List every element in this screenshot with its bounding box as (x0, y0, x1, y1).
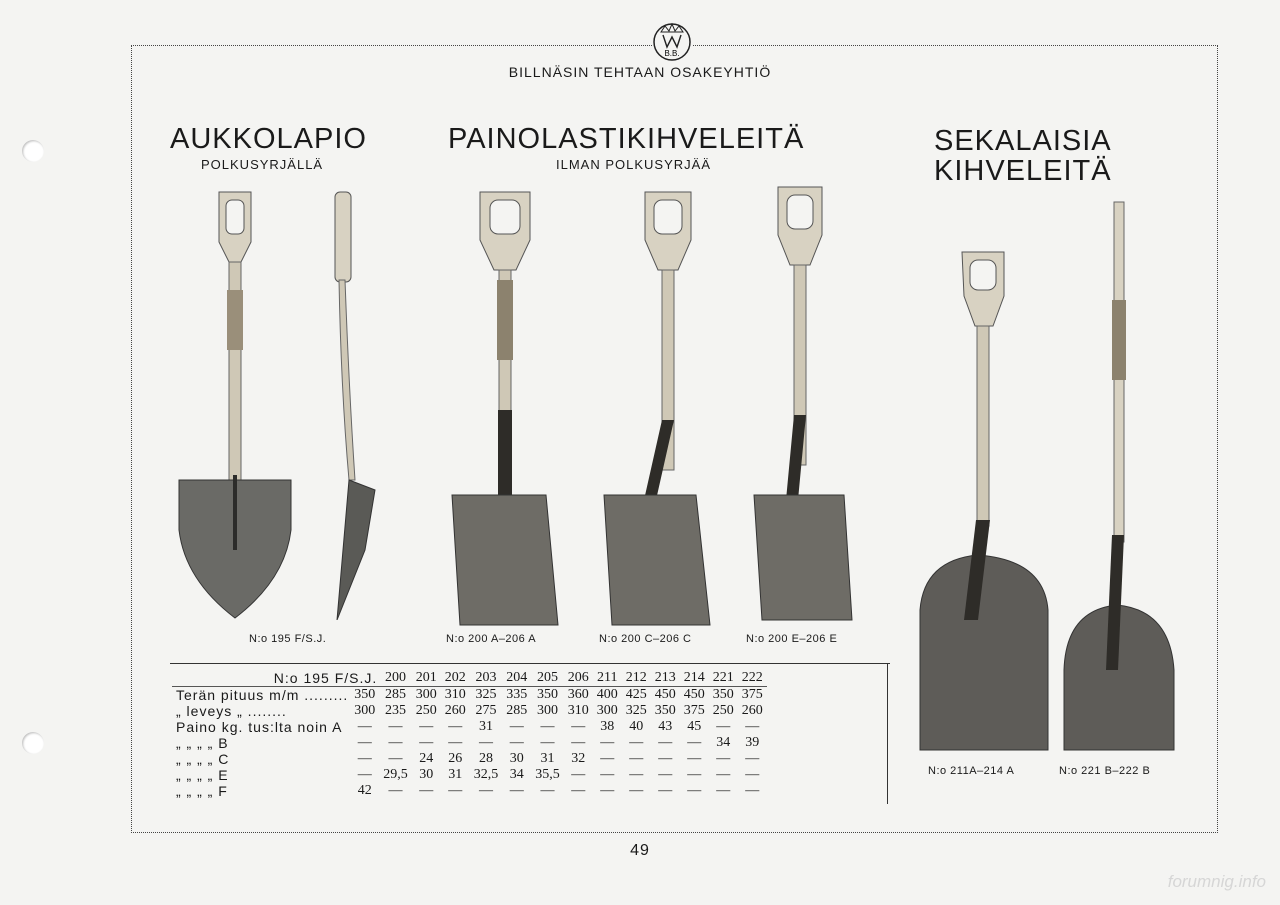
table-cell: — (571, 783, 586, 798)
cell-195: — (357, 735, 372, 750)
shovel-200c-image (600, 190, 715, 630)
company-name: BILLNÄSIN TEHTAAN OSAKEYHTIÖ (508, 64, 772, 80)
table-cell: — (388, 783, 403, 798)
table-cell: — (629, 751, 644, 766)
table-cell: — (448, 783, 463, 798)
row-label: „ „ „ „ B (176, 735, 229, 751)
table-cell: 260 (444, 703, 466, 718)
table-cell: 34 (716, 735, 731, 750)
table-row (172, 687, 767, 704)
table-cell: — (479, 735, 494, 750)
caption-195: N:o 195 F/S.J. (249, 633, 327, 645)
col-header: 211 (593, 670, 622, 687)
table-cell: — (600, 783, 615, 798)
col-header: 221 (709, 670, 738, 687)
table-cell: 34 (509, 767, 524, 782)
crown-logo-icon (652, 19, 692, 65)
table-cell: 45 (687, 719, 702, 734)
table-cell: — (716, 751, 731, 766)
section-subtitle-aukkolapio: POLKUSYRJÄLLÄ (201, 157, 324, 172)
table-cell: — (629, 735, 644, 750)
table-cell: 39 (745, 735, 760, 750)
caption-221b: N:o 221 B–222 B (1059, 765, 1151, 777)
table-cell: — (509, 735, 524, 750)
table-cell: 300 (415, 687, 437, 702)
col-header: 206 (564, 670, 593, 687)
table-cell: 350 (537, 687, 559, 702)
row-label: „ leveys „ ........ (176, 703, 287, 719)
table-cell: — (448, 735, 463, 750)
table-cell: 350 (654, 703, 676, 718)
table-cell: — (600, 735, 615, 750)
table-body (172, 687, 767, 800)
shovel-200a-image (450, 190, 560, 630)
table-cell: 425 (625, 687, 647, 702)
table-cell: — (388, 719, 403, 734)
section-title-aukkolapio: AUKKOLAPIO (170, 123, 367, 155)
table-cell: — (629, 767, 644, 782)
table-cell: — (658, 751, 673, 766)
col-header: 213 (651, 670, 680, 687)
table-cell: 35,5 (535, 767, 560, 782)
table-cell: 285 (506, 703, 528, 718)
shovel-200e-image (752, 185, 857, 625)
table-cell: 29,5 (383, 767, 408, 782)
table-cell: — (388, 735, 403, 750)
table-row (172, 735, 767, 751)
table-cell: — (419, 783, 434, 798)
table-cell: — (600, 767, 615, 782)
table-cell: — (540, 783, 555, 798)
shovel-211a-image (918, 250, 1053, 760)
row-label: „ „ „ „ E (176, 767, 229, 783)
table-cell: — (687, 767, 702, 782)
table-cell: 325 (625, 703, 647, 718)
table-cell: 260 (741, 703, 763, 718)
table-cell: 375 (683, 703, 705, 718)
table-cell: 400 (596, 687, 618, 702)
col-header: 203 (470, 670, 503, 687)
table-cell: — (600, 751, 615, 766)
watermark: forumnig.info (1167, 872, 1266, 891)
table-cell: — (448, 719, 463, 734)
row-label: Terän pituus m/m ......... (176, 687, 349, 703)
table-cell: — (571, 767, 586, 782)
table-cell: — (540, 735, 555, 750)
page-number: 49 (630, 842, 650, 859)
table-cell: — (479, 783, 494, 798)
table-row (172, 767, 767, 783)
row-label: „ „ „ „ C (176, 751, 230, 767)
row-label: „ „ „ „ F (176, 783, 228, 799)
table-cell: 300 (537, 703, 559, 718)
table-cell: — (509, 719, 524, 734)
table-cell: — (687, 751, 702, 766)
table-cell: 325 (475, 687, 497, 702)
table-cell: — (658, 783, 673, 798)
caption-211a: N:o 211A–214 A (928, 765, 1015, 777)
caption-200c: N:o 200 C–206 C (599, 633, 692, 645)
table-cell: 31 (540, 751, 555, 766)
cell-195: 300 (354, 703, 376, 718)
col-header: 222 (738, 670, 767, 687)
table-cell: 26 (448, 751, 463, 766)
section-title-kihveleita: KIHVELEITÄ (934, 155, 1112, 187)
table-cell: — (571, 719, 586, 734)
shovel-195-front-image (175, 190, 300, 620)
table-cell: 38 (600, 719, 615, 734)
table-cell: — (419, 735, 434, 750)
header-label: N:o 195 F/S.J. (172, 670, 379, 687)
table-cell: 450 (654, 687, 676, 702)
col-header: 205 (531, 670, 564, 687)
table-cell: 43 (658, 719, 673, 734)
table-cell: — (687, 783, 702, 798)
table-cell: 31 (448, 767, 463, 782)
table-cell: 31 (479, 719, 494, 734)
table-cell: — (419, 719, 434, 734)
table-cell: — (388, 751, 403, 766)
table-row (172, 703, 767, 719)
col-header: 202 (441, 670, 470, 687)
col-header: 212 (622, 670, 651, 687)
table-cell: 350 (712, 687, 734, 702)
table-cell: 310 (567, 703, 589, 718)
table-row (172, 719, 767, 735)
section-subtitle-painolastikihveleita: ILMAN POLKUSYRJÄÄ (556, 157, 711, 172)
table-cell: 375 (741, 687, 763, 702)
table-cell: 450 (683, 687, 705, 702)
table-cell: 28 (479, 751, 494, 766)
table-cell: — (716, 719, 731, 734)
table-cell: — (745, 767, 760, 782)
cell-195: 42 (357, 783, 372, 798)
table-cell: 275 (475, 703, 497, 718)
table-top-rule (170, 663, 890, 664)
table-cell: 250 (712, 703, 734, 718)
table-cell: 24 (419, 751, 434, 766)
section-title-sekalaisia: SEKALAISIA (934, 125, 1112, 157)
table-cell: — (745, 751, 760, 766)
binder-hole-top (22, 140, 44, 162)
table-cell: 310 (444, 687, 466, 702)
table-cell: 40 (629, 719, 644, 734)
cell-195: — (357, 767, 372, 782)
table-right-rule (887, 664, 888, 804)
logo-text: B.B. (664, 49, 680, 58)
table-row (172, 783, 767, 799)
cell-195: — (357, 751, 372, 766)
col-header: 200 (379, 670, 412, 687)
cell-195: — (357, 719, 372, 734)
table-cell: — (509, 783, 524, 798)
table-cell: — (745, 719, 760, 734)
table-cell: — (716, 767, 731, 782)
table-cell: 300 (596, 703, 618, 718)
table-cell: — (745, 783, 760, 798)
spec-table (172, 670, 767, 799)
table-cell: 32 (571, 751, 586, 766)
caption-200e: N:o 200 E–206 E (746, 633, 838, 645)
caption-200a: N:o 200 A–206 A (446, 633, 537, 645)
table-cell: — (540, 719, 555, 734)
table-cell: 250 (415, 703, 437, 718)
table-cell: — (687, 735, 702, 750)
col-header: 214 (680, 670, 709, 687)
table-cell: 30 (509, 751, 524, 766)
table-cell: — (716, 783, 731, 798)
table-cell: 360 (567, 687, 589, 702)
table-row (172, 751, 767, 767)
section-title-painolastikihveleita: PAINOLASTIKIHVELEITÄ (448, 123, 805, 155)
shovel-195-side-image (325, 190, 385, 620)
table-cell: — (658, 735, 673, 750)
table-cell: 30 (419, 767, 434, 782)
table-cell: 285 (385, 687, 407, 702)
table-cell: 235 (385, 703, 407, 718)
table-cell: 335 (506, 687, 528, 702)
binder-hole-bottom (22, 732, 44, 754)
col-header: 201 (412, 670, 441, 687)
table-cell: 32,5 (473, 767, 499, 782)
shovel-221b-image (1062, 200, 1177, 755)
table-cell: — (571, 735, 586, 750)
col-header: 204 (502, 670, 531, 687)
table-header-row (172, 670, 767, 687)
table-cell: — (658, 767, 673, 782)
row-label: Paino kg. tus:lta noin A (176, 719, 343, 735)
table-cell: — (629, 783, 644, 798)
cell-195: 350 (354, 687, 376, 702)
